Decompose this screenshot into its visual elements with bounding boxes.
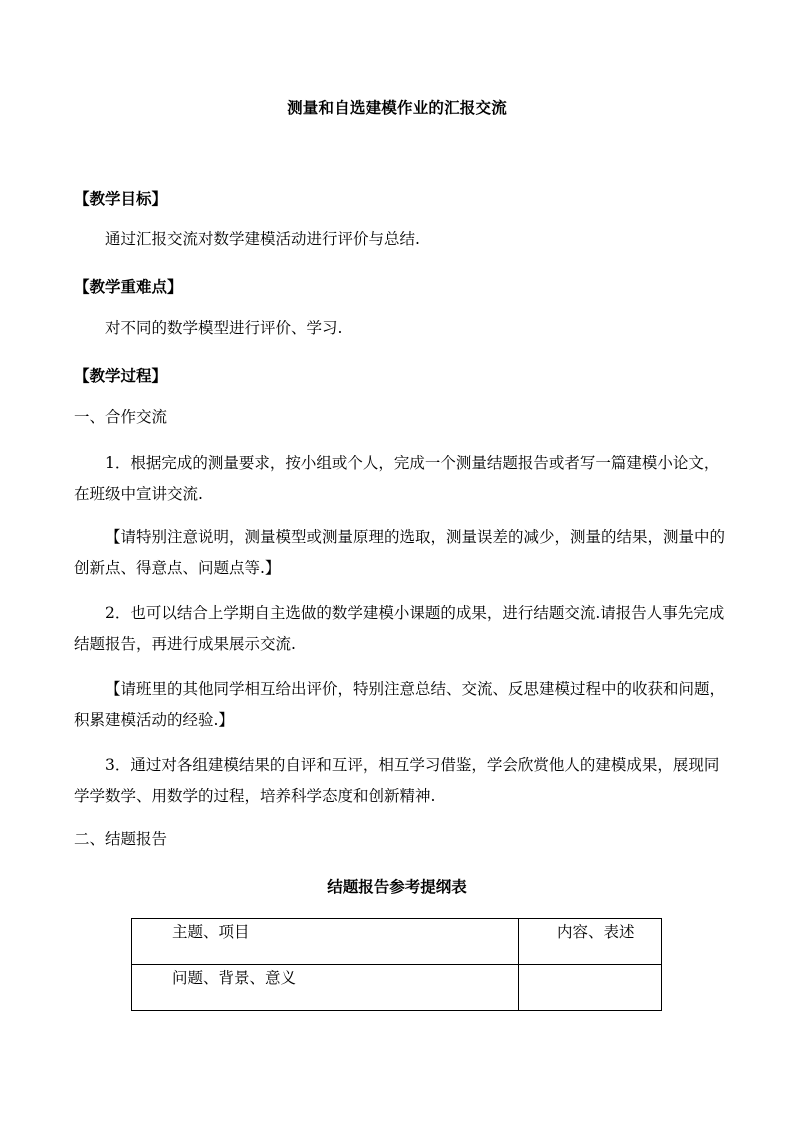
table-cell: 问题、背景、意义: [132, 965, 519, 1011]
goal-text: 通过汇报交流对数学建模活动进行评价与总结.: [105, 230, 420, 248]
note-1: 【请特别注意说明，测量模型或测量原理的选取，测量误差的减少，测量的结果，测量中的创新点、得意点、问题点等.】: [74, 528, 726, 577]
table-header-cell: 内容、表述: [519, 919, 662, 965]
note-2: 【请班里的其他同学相互给出评价，特别注意总结、交流、反思建模过程中的收获和问题，积累建模活动的经验.】: [74, 680, 726, 729]
table-header-cell: 主题、项目: [132, 919, 519, 965]
item-1: 1．根据完成的测量要求，按小组或个人，完成一个测量结题报告或者写一篇建模小论文，在班级中宣讲交流.: [74, 454, 720, 503]
item-3: 3．通过对各组建模结果的自评和互评，相互学习借鉴，学会欣赏他人的建模成果，展现同学学数学、用数学的过程，培养科学态度和创新精神.: [74, 756, 720, 805]
part2-heading: 二、结题报告: [74, 830, 168, 848]
key-points-heading: 【教学重难点】: [74, 277, 183, 296]
key-points-text: 对不同的数学模型进行评价、学习.: [105, 319, 343, 337]
part1-heading: 一、合作交流: [74, 408, 168, 426]
process-heading: 【教学过程】: [74, 366, 168, 385]
outline-table: [131, 918, 662, 1011]
table-row: [132, 965, 662, 1011]
goal-heading: 【教学目标】: [74, 189, 168, 208]
table-cell: [519, 965, 662, 1011]
table-title: 结题报告参考提纲表: [327, 877, 467, 896]
table-header-row: [132, 919, 662, 965]
document-title: 测量和自选建模作业的汇报交流: [287, 98, 507, 117]
item-2: 2．也可以结合上学期自主选做的数学建模小课题的成果，进行结题交流.请报告人事先完成结题报告，再进行成果展示交流.: [74, 604, 725, 653]
